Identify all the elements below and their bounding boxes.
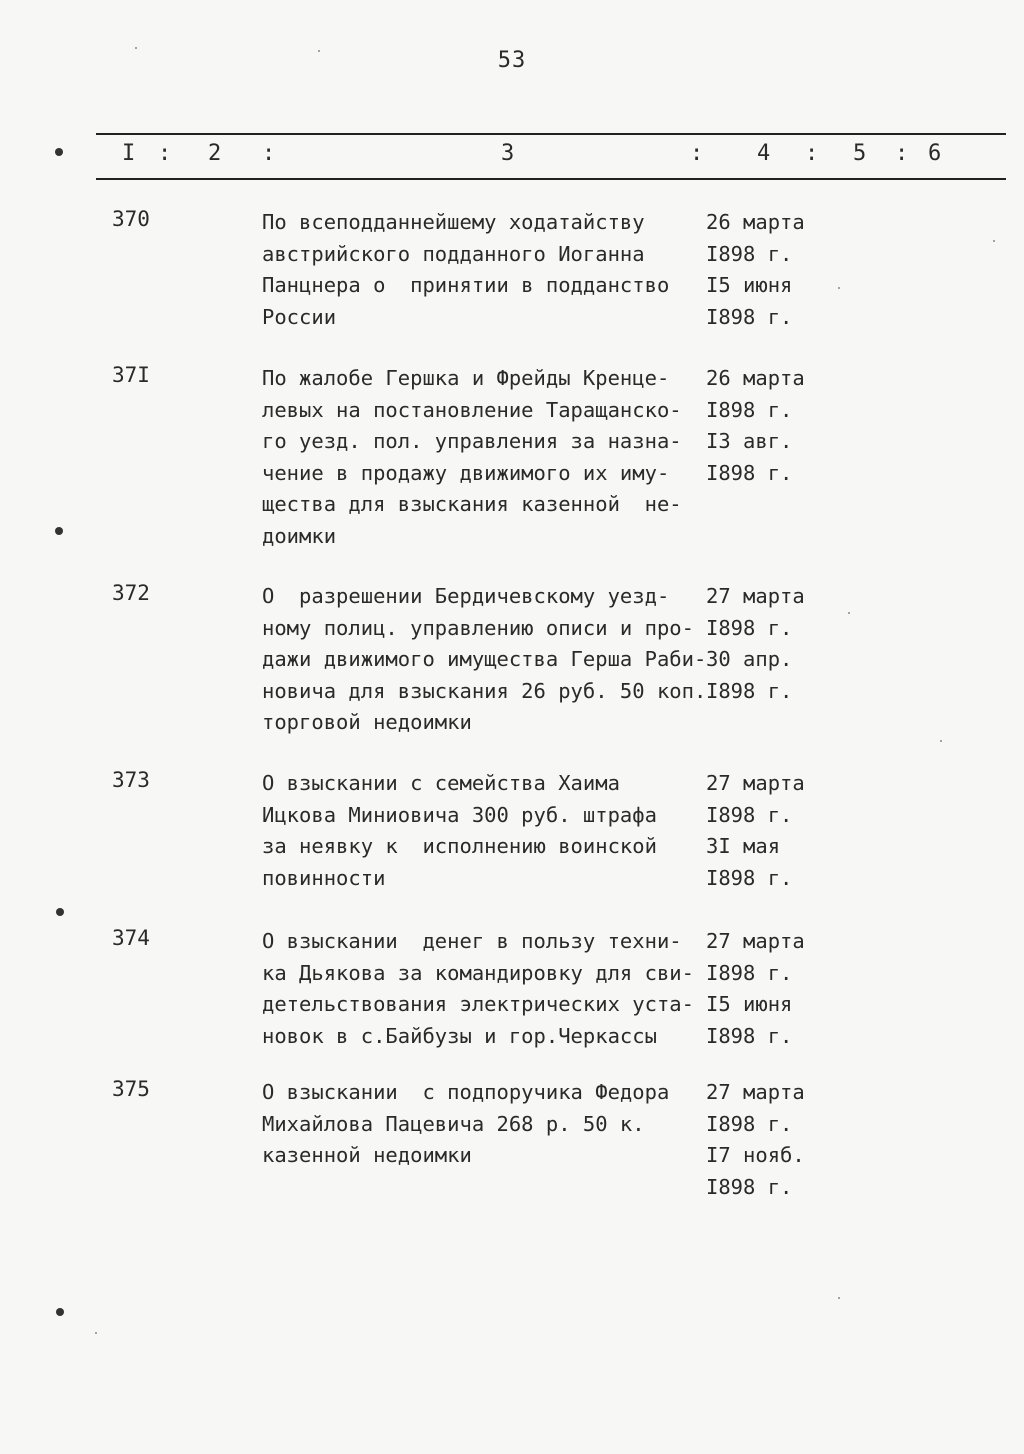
date-line: 27 марта xyxy=(706,1080,805,1104)
date-line: I898 г. xyxy=(706,460,793,485)
description-line: австрийского подданного Иоганна xyxy=(262,241,645,266)
speck xyxy=(135,47,137,49)
column-separator: : xyxy=(690,141,704,166)
description-line: О взыскании с подпоручика Федора xyxy=(262,1080,670,1104)
description-line: Панцнера о принятии в подданство xyxy=(262,273,670,297)
entry-number: 372 xyxy=(112,581,150,605)
entry-dates xyxy=(706,768,846,894)
column-separator: : xyxy=(805,141,819,166)
description-line: новича для взыскания 26 руб. 50 коп. xyxy=(262,678,707,703)
speck xyxy=(848,612,850,614)
description-line: казенной недоимки xyxy=(262,1143,472,1167)
speck xyxy=(993,240,995,242)
date-line: I898 г. xyxy=(706,1174,793,1199)
binder-hole-mark xyxy=(56,908,64,916)
description-line: ному полиц. управлению описи и про- xyxy=(262,615,694,640)
page-number: 53 xyxy=(497,48,527,73)
entry-dates xyxy=(706,363,846,489)
entry-dates xyxy=(706,581,846,707)
description-line: дажи движимого имущества Герша Раби- xyxy=(262,647,707,671)
entry-number: 373 xyxy=(112,768,150,792)
date-line: I898 г. xyxy=(706,241,793,266)
entry-number: 370 xyxy=(112,207,150,231)
column-header-2: 2 xyxy=(208,141,222,166)
description-line: О разрешении Бердичевскому уезд- xyxy=(262,584,670,608)
date-line: I898 г. xyxy=(706,865,793,890)
binder-hole-mark xyxy=(55,148,63,156)
description-line: Ицкова Миниовича 300 руб. штрафа xyxy=(262,802,657,827)
description-line: новок в с.Байбузы и гор.Черкассы xyxy=(262,1023,657,1048)
description-line: торговой недоимки xyxy=(262,710,472,734)
binder-hole-mark xyxy=(55,527,63,535)
header-rule-bottom xyxy=(96,178,1006,180)
entry-description xyxy=(262,926,712,1052)
description-line: По жалобе Гершка и Фрейды Кренце- xyxy=(262,366,670,390)
date-line: 26 марта xyxy=(706,210,805,234)
date-line: I3 авг. xyxy=(706,429,793,453)
date-line: I5 июня xyxy=(706,992,793,1016)
entry-dates xyxy=(706,207,846,333)
speck xyxy=(318,50,320,52)
description-line: левых на постановление Таращанско- xyxy=(262,397,682,422)
description-line: доимки xyxy=(262,523,337,548)
entry-number: 374 xyxy=(112,926,150,950)
column-header-5: 5 xyxy=(853,141,867,166)
date-line: 27 марта xyxy=(706,771,805,795)
description-line: России xyxy=(262,304,337,329)
description-line: ка Дьякова за командировку для сви- xyxy=(262,960,694,985)
entry-dates xyxy=(706,926,846,1052)
description-line: По всеподданнейшему ходатайству xyxy=(262,210,645,234)
speck xyxy=(95,1332,97,1334)
date-line: I898 г. xyxy=(706,397,793,422)
column-header-4: 4 xyxy=(757,141,771,166)
date-line: I898 г. xyxy=(706,802,793,827)
column-separator: : xyxy=(262,141,276,166)
column-header-1: I xyxy=(122,141,136,166)
date-line: I898 г. xyxy=(706,1023,793,1048)
entry-dates xyxy=(706,1077,846,1203)
speck xyxy=(838,1297,840,1299)
date-line: I898 г. xyxy=(706,678,793,703)
description-line: детельствования электрических уста- xyxy=(262,992,694,1016)
description-line: го уезд. пол. управления за назна- xyxy=(262,429,682,453)
column-header-6: 6 xyxy=(928,141,942,166)
date-line: 26 марта xyxy=(706,366,805,390)
date-line: 30 апр. xyxy=(706,647,793,671)
entry-description xyxy=(262,768,712,894)
date-line: I5 июня xyxy=(706,273,793,297)
description-line: О взыскании с семейства Хаима xyxy=(262,771,620,795)
date-line: 27 марта xyxy=(706,584,805,608)
speck xyxy=(838,287,840,289)
speck xyxy=(940,740,942,742)
date-line: I898 г. xyxy=(706,304,793,329)
date-line: I7 нояб. xyxy=(706,1143,805,1167)
date-line: 3I мая xyxy=(706,834,781,858)
column-header-3: 3 xyxy=(501,141,515,166)
header-rule-top xyxy=(96,133,1006,135)
date-line: 27 марта xyxy=(706,929,805,953)
date-line: I898 г. xyxy=(706,960,793,985)
date-line: I898 г. xyxy=(706,615,793,640)
description-line: чение в продажу движимого их иму- xyxy=(262,460,670,485)
entry-description xyxy=(262,363,712,552)
column-separator: : xyxy=(895,141,909,166)
entry-number: 37I xyxy=(112,363,150,387)
entry-description xyxy=(262,581,712,739)
entry-number: 375 xyxy=(112,1077,150,1101)
entry-description xyxy=(262,207,712,333)
description-line: щества для взыскания казенной не- xyxy=(262,492,682,516)
entry-description xyxy=(262,1077,712,1172)
column-separator: : xyxy=(158,141,172,166)
binder-hole-mark xyxy=(56,1308,64,1316)
description-line: О взыскании денег в пользу техни- xyxy=(262,929,682,953)
date-line: I898 г. xyxy=(706,1111,793,1136)
description-line: Михайлова Пацевича 268 р. 50 к. xyxy=(262,1111,645,1136)
description-line: за неявку к исполнению воинской xyxy=(262,834,657,858)
description-line: повинности xyxy=(262,865,386,890)
